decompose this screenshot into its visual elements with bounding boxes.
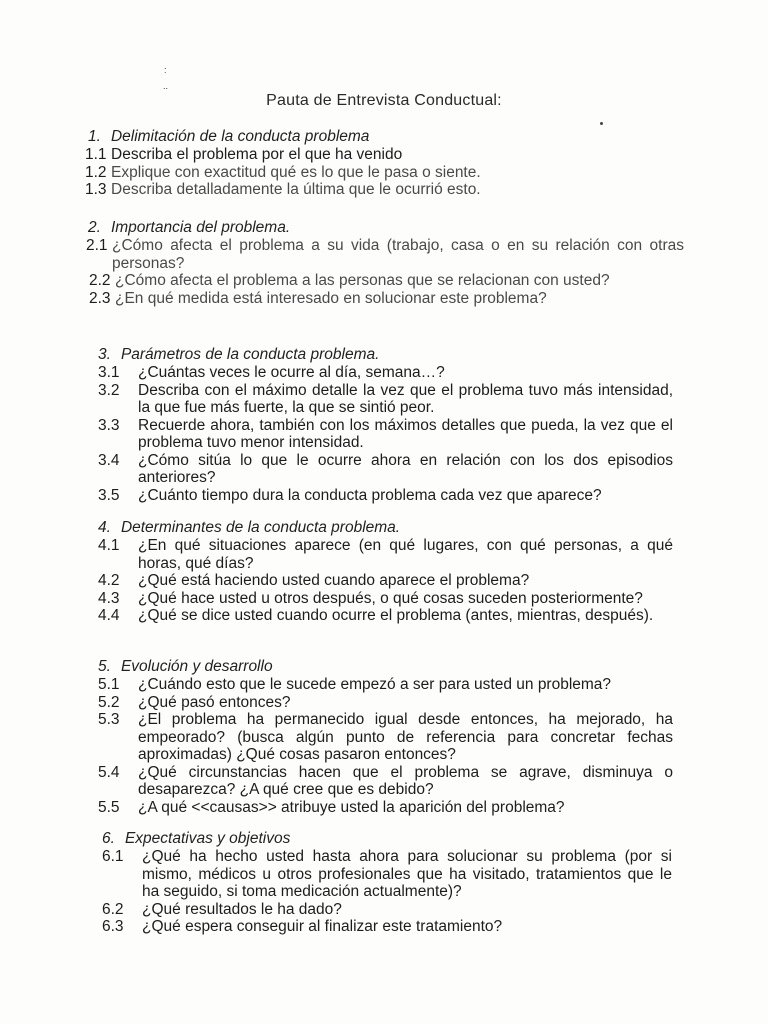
list-item — [85, 164, 688, 182]
section-title: Evolución y desarrollo — [120, 658, 273, 675]
section-number: 1. — [88, 128, 101, 145]
section-heading — [98, 519, 673, 537]
item-text: ¿A qué <<causas>> atribuye usted la aparición del problema? — [138, 798, 565, 816]
item-number: 6.1 — [102, 848, 124, 865]
section-3 — [98, 346, 673, 504]
item-number: 5.2 — [98, 693, 120, 711]
item-text: ¿Cómo afecta el problema a su vida (trabajo, casa o en su relación con otras personas? — [112, 237, 684, 272]
list-item — [98, 417, 673, 452]
section-5 — [98, 658, 673, 816]
list-item — [98, 590, 673, 608]
section-title: Expectativas y objetivos — [124, 830, 291, 847]
list-item — [89, 290, 688, 308]
list-item — [98, 487, 673, 505]
section-number: 5. — [98, 658, 111, 675]
item-number: 2.3 — [89, 289, 111, 307]
list-item — [98, 799, 673, 817]
scan-mark: : — [164, 65, 167, 75]
scan-mark: .. — [163, 81, 169, 91]
item-text: ¿Qué se dice usted cuando ocurre el problema (antes, mientras, después). — [138, 607, 654, 624]
section-number: 2. — [88, 219, 101, 236]
list-item — [98, 694, 673, 712]
item-number: 1.3 — [85, 181, 107, 198]
item-text: Describa con el máximo detalle la vez que el problema tuvo más intensidad, la que fue más fuerte, la que se sintió peor. — [138, 381, 673, 416]
item-text: ¿El problema ha permanecido igual desde entonces, ha mejorado, ha empeorado? (busca algún punto de referencia para concretar fechas aproximadas) ¿Qué cosas pasaron entonces? — [138, 711, 673, 763]
section-heading — [98, 658, 673, 676]
item-number: 3.5 — [98, 486, 120, 504]
list-item — [98, 452, 673, 487]
item-text: ¿Qué hace usted u otros después, o qué cosas suceden posteriormente? — [138, 589, 643, 607]
item-text: ¿Cuánto tiempo dura la conducta problema cada vez que aparece? — [138, 486, 602, 504]
section-6 — [102, 830, 672, 936]
list-item — [98, 572, 673, 590]
item-number: 4.1 — [98, 537, 120, 554]
item-number: 6.2 — [102, 900, 124, 918]
item-number: 3.3 — [98, 416, 120, 434]
item-number: 3.2 — [98, 381, 120, 399]
list-item — [98, 607, 673, 625]
list-item — [98, 676, 673, 694]
item-text: ¿Qué está haciendo usted cuando aparece el problema? — [138, 572, 530, 589]
list-item — [102, 848, 672, 901]
section-number: 4. — [98, 519, 111, 536]
item-number: 3.1 — [98, 364, 120, 381]
item-number: 5.5 — [98, 798, 120, 816]
item-text: Recuerde ahora, también con los máximos detalles que pueda, la vez que el problema tuvo menor intensidad. — [138, 416, 673, 451]
item-text: ¿Qué ha hecho usted hasta ahora para solucionar su problema (por si mismo, médicos u otros profesionales que ha visitado, tratamientos que le ha seguido, si toma medicación actualmente)? — [142, 848, 672, 900]
item-text: ¿Qué pasó entonces? — [138, 693, 291, 711]
section-heading — [88, 128, 688, 146]
item-number: 3.4 — [98, 451, 120, 469]
list-item — [85, 181, 688, 199]
item-text: ¿Cómo afecta el problema a las personas que se relacionan con usted? — [115, 272, 610, 289]
item-number: 4.3 — [98, 589, 120, 607]
section-2 — [88, 219, 688, 307]
list-item — [102, 901, 672, 919]
section-title: Parámetros de la conducta problema. — [120, 346, 380, 363]
item-number: 5.1 — [98, 676, 120, 693]
section-number: 3. — [98, 346, 111, 363]
list-item — [102, 918, 672, 936]
item-text: Explique con exactitud qué es lo que le pasa o siente. — [111, 163, 481, 181]
section-title: Delimitación de la conducta problema — [110, 128, 370, 145]
section-number: 6. — [102, 830, 115, 847]
list-item — [98, 537, 673, 572]
list-item — [98, 382, 673, 417]
item-number: 6.3 — [102, 918, 124, 935]
item-number: 5.4 — [98, 763, 120, 781]
list-item — [86, 237, 688, 272]
page-title: Pauta de Entrevista Conductual: — [266, 92, 502, 109]
item-number: 2.2 — [89, 272, 111, 289]
list-item — [98, 711, 673, 764]
item-text: Describa el problema por el que ha venido — [111, 146, 403, 163]
list-item — [85, 146, 688, 164]
list-item — [98, 364, 673, 382]
item-text: Describa detalladamente la última que le ocurrió esto. — [111, 181, 481, 198]
section-title: Determinantes de la conducta problema. — [120, 519, 401, 536]
item-number: 4.4 — [98, 607, 120, 624]
item-text: ¿Qué circunstancias hacen que el problema se agrave, disminuya o desaparezca? ¿A qué cree que es debido? — [138, 763, 673, 798]
section-heading — [102, 830, 672, 848]
item-text: ¿En qué medida está interesado en solucionar este problema? — [115, 289, 547, 307]
item-number: 1.2 — [85, 163, 107, 181]
list-item — [89, 272, 688, 290]
item-number: 5.3 — [98, 711, 120, 728]
list-item — [98, 764, 673, 799]
section-title: Importancia del problema. — [110, 219, 291, 236]
item-text: ¿Qué resultados le ha dado? — [142, 900, 342, 918]
item-number: 4.2 — [98, 572, 120, 589]
section-heading — [98, 346, 673, 364]
section-4 — [98, 519, 673, 625]
scan-speck — [600, 122, 603, 125]
item-number: 1.1 — [85, 146, 107, 163]
section-heading — [88, 219, 688, 237]
item-text: ¿Cuándo esto que le sucede empezó a ser para usted un problema? — [138, 676, 612, 693]
item-number: 2.1 — [86, 237, 108, 254]
section-1 — [85, 128, 688, 199]
item-text: ¿En qué situaciones aparece (en qué lugares, con qué personas, a qué horas, qué días? — [138, 537, 673, 572]
item-text: ¿Qué espera conseguir al finalizar este tratamiento? — [142, 918, 503, 935]
item-text: ¿Cómo sitúa lo que le ocurre ahora en relación con los dos episodios anteriores? — [138, 451, 673, 486]
item-text: ¿Cuántas veces le ocurre al día, semana…? — [138, 364, 445, 381]
